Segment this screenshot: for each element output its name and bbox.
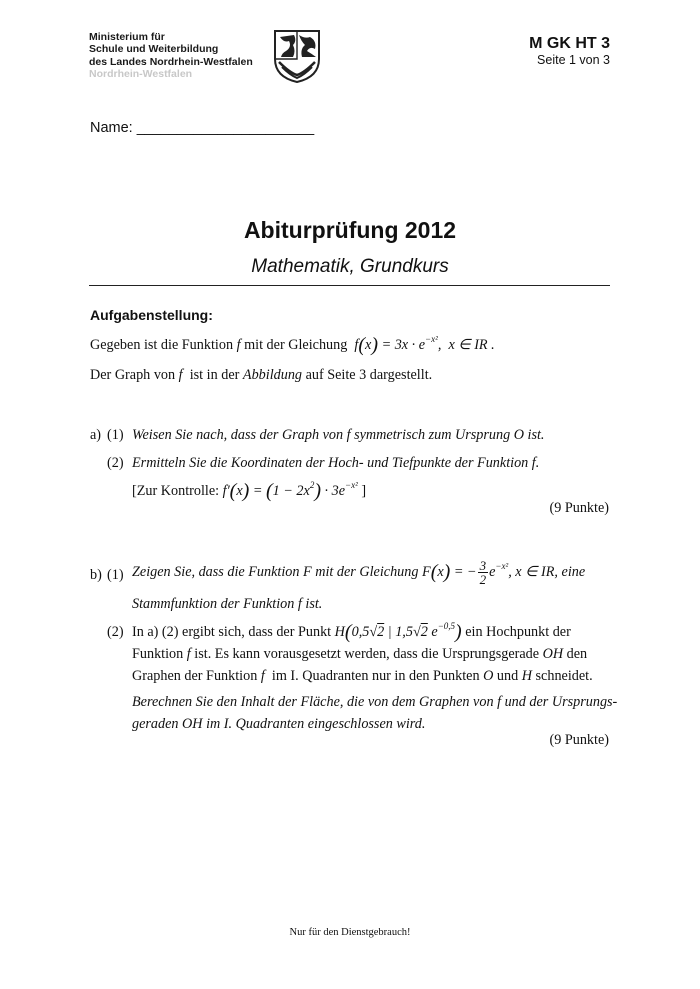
ministry-line-3: des Landes Nordrhein-Westfalen [89, 55, 253, 68]
part-b-task-1 [132, 556, 585, 588]
function-symbol: f [236, 337, 241, 353]
exam-code-block [529, 35, 610, 68]
funktion-word: Funktion [132, 646, 184, 662]
part-b-task-2-line-1 [132, 621, 571, 643]
intro-text-4: ist in der [189, 367, 240, 383]
part-b-task-2-text: In a) (2) ergibt sich, dass der Punkt [132, 624, 332, 640]
page-number: Seite 1 von 3 [537, 53, 610, 67]
nrw-crest-icon [272, 29, 322, 83]
part-b-label: b) [90, 567, 102, 583]
line-3-mid: im I. Quadranten nur in den Punkten [271, 668, 480, 684]
intro-text-5: auf Seite 3 dargestellt. [305, 367, 433, 383]
abbildung-ref: Abbildung [242, 367, 303, 383]
point-h: H(0,5√2 | 1,5√2 $e^{-0,5}$) [334, 621, 462, 643]
part-b-index-2: (2) [107, 624, 124, 640]
line-oh: OH [542, 646, 564, 662]
part-b-task-2-line-3 [132, 668, 593, 685]
part-a-label: a) [90, 427, 102, 443]
intro-line-2 [90, 367, 432, 384]
ministry-line-faded: Nordrhein-Westfalen [89, 68, 193, 81]
function-symbol-4: f [260, 668, 265, 684]
part-a-check [132, 480, 367, 502]
task-heading: Aufgabenstellung: [90, 307, 213, 323]
function-equation: $f(x) = 3x \cdot e^{-x^2}$, x ∈ IR . [350, 334, 495, 356]
line-2-rest: ist. Es kann vorausgesetzt werden, dass die Ursprungsgerade [194, 646, 540, 662]
function-symbol-3: f [186, 646, 191, 662]
part-b-task-3-line-1: Berechnen Sie den Inhalt der Fläche, die von dem Graphen von f und der Ursprungs- [132, 694, 618, 710]
page-subtitle: Mathematik, Grundkurs [251, 256, 449, 277]
point-h-label: H [521, 668, 532, 684]
part-b-task-2-line-2 [132, 646, 587, 663]
ministry-letterhead [89, 31, 253, 81]
line-3-pre: Graphen der Funktion [132, 668, 258, 684]
part-b-task-1-line-2: Stammfunktion der Funktion f ist. [132, 596, 323, 612]
part-b-task-1-suffix: , eine [554, 564, 586, 580]
ministry-line-1: Ministerium für [89, 31, 165, 43]
function-symbol-2: f [178, 367, 183, 383]
intro-text-1: Gegeben ist die Funktion [90, 337, 234, 353]
part-b-index-1: (1) [107, 567, 124, 583]
part-a-index-1: (1) [107, 427, 124, 443]
check-prefix: [Zur Kontrolle: [132, 483, 220, 499]
schneidet-word: schneidet. [535, 668, 593, 684]
part-a-task-1: Weisen Sie nach, dass der Graph von f symmetrisch zum Ursprung O ist. [132, 427, 545, 443]
part-b-task-3-line-2: geraden OH im I. Quadranten eingeschlossen wird. [132, 716, 426, 732]
title-divider [89, 285, 610, 286]
point-o: O [483, 668, 494, 684]
name-field[interactable]: Name: ______________________ [90, 120, 315, 136]
part-a-index-2: (2) [107, 455, 124, 471]
part-a-points: (9 Punkte) [549, 500, 609, 516]
part-b-task-2-suffix: ein Hochpunkt der [465, 624, 571, 640]
derivative-equation: $f'(x) = (1 - 2x^2) \cdot 3e^{-x^2}$ [222, 480, 358, 502]
footer-note: Nur für den Dienstgebrauch! [289, 927, 411, 938]
ministry-line-2: Schule und Weiterbildung [89, 43, 219, 56]
part-b-task-1-text: Zeigen Sie, dass die Funktion F mit der Gleichung [132, 564, 419, 580]
exam-code: M GK HT 3 [529, 35, 610, 52]
intro-text-3: Der Graph von [90, 367, 176, 383]
intro-text-2: mit der Gleichung [244, 337, 348, 353]
part-b-points: (9 Punkte) [549, 732, 609, 748]
intro-line-1 [90, 334, 495, 356]
check-suffix: ] [361, 483, 367, 499]
und-word: und [496, 668, 519, 684]
part-a-task-2: Ermitteln Sie die Koordinaten der Hoch- und Tiefpunkte der Funktion f. [132, 455, 540, 471]
den-word: den [566, 646, 588, 662]
page-title: Abiturprüfung 2012 [243, 217, 457, 243]
antiderivative-equation: F(x) = − $\frac{3}{2}$ $e^{-x^2}$, x ∈ IR [422, 558, 555, 588]
